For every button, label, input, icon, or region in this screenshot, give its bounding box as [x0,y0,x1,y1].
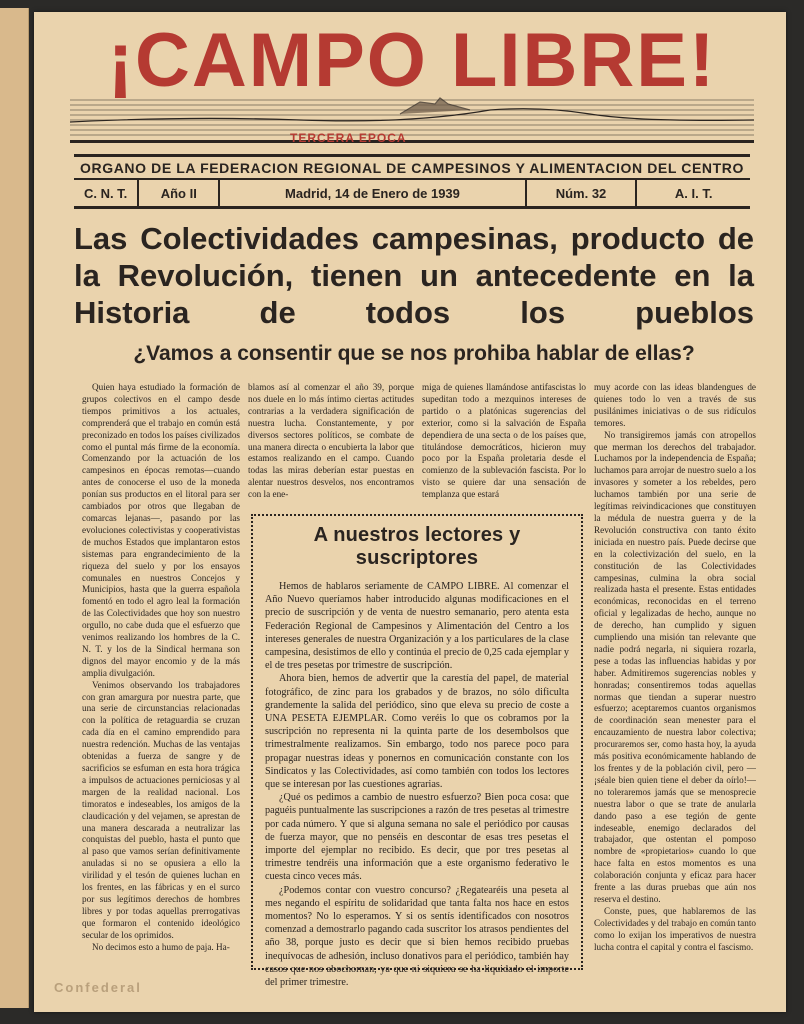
dateline-ait: A. I. T. [635,180,750,206]
article-column-3 [422,382,586,501]
main-headline: Las Colectividades campesinas, producto de la Revolución, tienen un antecedente en la Historia de todos los pueblos [74,221,754,330]
article-column-2 [248,382,414,501]
dateline [74,180,750,206]
dateline-date: Madrid, 14 de Enero de 1939 [218,180,524,206]
masthead-epoca: TERCERA EPOCA [290,131,407,145]
faded-stamp: Confederal [54,980,142,995]
newspaper-page [34,12,786,1012]
notice-title: A nuestros lectores y suscriptores [313,524,521,569]
masthead-title: ¡CAMPO LIBRE! [107,18,717,103]
article-paragraph: Conste, pues, que hablaremos de las Colectividades y del trabajo en común tanto como lo exijan los imperativos de nuestra lucha contra el capital y contra el fascismo. [594,905,756,952]
dateline-year: Año II [137,180,218,206]
subscribers-notice-box [251,514,583,989]
article-paragraph: No transigiremos jamás con atropellos que merman los derechos del trabajador. Luchamos por la independencia de España; luchamos para arrojar de nuestro suelo a los invasores y someter a los rebeldes, pero luchamos también por una serie de legítimas reivindicaciones que constituyen la médula de nuestra guerra y de la Revolución constructiva con tanto éxito iniciada en nuestro país. Puede decirse que en la colectivización del suelo, en la constitución de las Colectividades campesinas, culmina la obra social realizada hasta el presente. Estas entidades económicas, reconocidas en el terreno oficial y legalizadas de hecho, aunque no de derecho, han cumplido y siguen cumpliendo una misión tan relevante que nadie podrá negarla, ni siquiera rozarla, pese a todas las influencias habidas y por haber. Admitiremos sugerencias nobles y honradas; consentiremos todas aquellas normas que tiendan a superar nuestro esfuerzo; aceptaremos cuantos organismos de coordinación sean menester para el encauzamiento de nuestra labor colectiva; procuraremos ser, como hasta hoy, la ayuda más positiva económicamente hablando de los frentes y de la población civil, pero —¡séale bien quien tiene el deber da oírlo!— no toleraremos jamás que se menosprecie nuestra labor o que se trate de anularla dando paso a ese tegión de gente indeseable, enemigo declarados del trabajador, que ostentan el pomposo nombre de «propietarios» cuando lo que hace falta en estos momentos es una colaboración conjunta y eficaz para hacer frente a las duras pruebas que aún nos reserva el destino. [594,429,756,904]
subheadline: ¿Vamos a consentir que se nos prohiba hablar de ellas? [133,342,695,365]
dateline-number: Núm. 32 [525,180,636,206]
article-paragraph: Quien haya estudiado la formación de grupos colectivos en el campo desde tiempos primitivos a los actuales, comprenderá que el trabajo en común está preconizado en todos los países civilizados como el puntal más firme de la economía. Comenzando por la actuación de los campesinos en épocas remotas—cuando antes de conocerse el uso de la moneda ponían sus productos en el litoral para ser cambiados por otros que llegaban de comarcas lejanas—, pasando por las evoluciones colectivistas y cooperativistas de muchos Estados que implantaron estos sistemas para engrandecimiento de la riqueza del suelo y por los ensayos comunales en nuestros Concejos y Municipios, hasta que la guerra española fomentó en todo el agro leal la formación de las Colectividades que hoy son nuestro orgullo, no cabe duda que el esfuerzo que venimos realizando los hombres de la C. N. T. y los de la Sindical hermana son dignos del mayor encomio y de la más amplia divulgación. [82,382,240,678]
masthead [70,18,754,146]
dateline-cnt: C. N. T. [83,185,128,201]
article-paragraph: muy acorde con las ideas blandengues de quienes todo lo ven a través de sus pusilánimes iniciativas o de sus ridículos temores. [594,382,756,428]
article-paragraph: miga de quienes llamándose antifascistas lo supeditan todo a mezquinos intereses de partido o a platónicas sugerencias del exterior, como si la salvación de España dependiera de una secta o de los países que, titulándose democráticos, hicieron muy poco por la España proletaria desde el comienzo de la sublevación fascista. Por lo visto se quiere dar una sensación de templanza que estará [422,382,586,500]
article-paragraph: Venimos observando los trabajadores con gran amargura por nuestra parte, que una serie de circunstancias relacionadas con la política de retaguardia se cruzan cada día en el camino emprendido para nuestra redención. Muchas de las ventajas obtenidas a fuerza de sangre y de sacrificios se esfuman en esta hora trágica a impulsos de actuaciones perniciosas y al margen de la realidad nacional. Los timoratos e indeseables, los amigos de la claudicación y del vejamen, se aprestan de una manera descarada a neutralizar las conquistas del pueblo, hasta el punto que al paso que vamos serían definitivamente anuladas si no se opusiera a ello la virilidad y el tesón de quienes luchan en los frentes, en las fábricas y en el surco por sus legítimos derechos de hombres libres y por todas aquellas prerrogativas que formaron el contenido ideológico secular de los oprimidos. [82,679,240,940]
dateline-bottom-rule [74,206,750,209]
article-paragraph: No decimos esto a humo de paja. Ha- [92,941,230,952]
organ-line: ORGANO DE LA FEDERACION REGIONAL DE CAMPESINOS Y ALIMENTACION DEL CENTRO [80,160,744,176]
notice-paragraph: Hemos de hablaros seriamente de CAMPO LIBRE. Al comenzar el Año Nuevo queríamos haber introducido algunas modificaciones en el precio de suscripción y de venta de nuestro semanario, pero atenta esta Federación Regional de Campesinos y Alimentación del Centro a los intereses generales de nuestra Organización y a los particulares de la clase campesina, desistimos de ello y continúa el precio de 0,25 cada ejemplar y el de tres pesetas por trimestre de suscripción. [265,581,569,672]
adjacent-page-edge [0,8,29,1008]
article-column-4 [594,382,756,954]
article-column-1 [82,382,240,954]
notice-paragraph: ¿Qué os pedimos a cambio de nuestro esfuerzo? Bien poca cosa: que paguéis puntualmente las suscripciones a razón de tres pesetas al trimestre por cada número. Y que si alguna semana no sale el periódico por causas de fuerza mayor, que no penséis en descontar de esas tres pesetas el importe del ejemplar no recibido. Es decir, que por tres pesetas al trimestre tendréis una información que a este organismo federativo le cuesta cinco veces más. [265,792,569,883]
article-paragraph: blamos así al comenzar el año 39, porque nos duele en lo más íntimo ciertas actitudes contrarias a la verdadera significación de nuestra lucha. Constantemente, y por diversos sectores políticos, se combate de una manera directa o encubierta la labor que estamos realizando en el campo. Cuando todas las miras deberían estar puestas en alentar nuestros desvelos, nos encontramos con la ene- [248,382,414,500]
masthead-rule [74,154,750,157]
notice-paragraph: ¿Podemos contar con vuestro concurso? ¿Regatearéis una peseta al mes negando el espíritu de solidaridad que tanta falta nos hace en estos momentos? No lo esperamos. Y si os sentís identificados con nosotros comenzad a demostrarlo pagando cada suscritor los atrasos pendientes del año 38, porque justo es decir que si bien hemos recibido pruebas inequívocas de adhesión, incluso donativos para el periódico, también hay casos que nos abochornan, ya que ni siquiera se ha liquidado el importe del primer trimestre. [265,884,569,989]
notice-paragraph: Ahora bien, hemos de advertir que la carestía del papel, de material fotográfico, de zinc para los grabados y de brazos, no sólo dificulta grandemente la salida del periódico, sino que eleva su precio de coste a UNA PESETA EJEMPLAR. Como veréis lo que os cobramos por la suscripción no representa ni la quinta parte de los desembolsos que trimestralmente realizamos. Sin embargo, todo nos parece poco para propagar nuestras ideas y ponernos en comunicación constante con los Sindicatos y las Colectividades, así como también con todos los lectores que se interesan por las cuestiones agrarias. [265,673,569,791]
